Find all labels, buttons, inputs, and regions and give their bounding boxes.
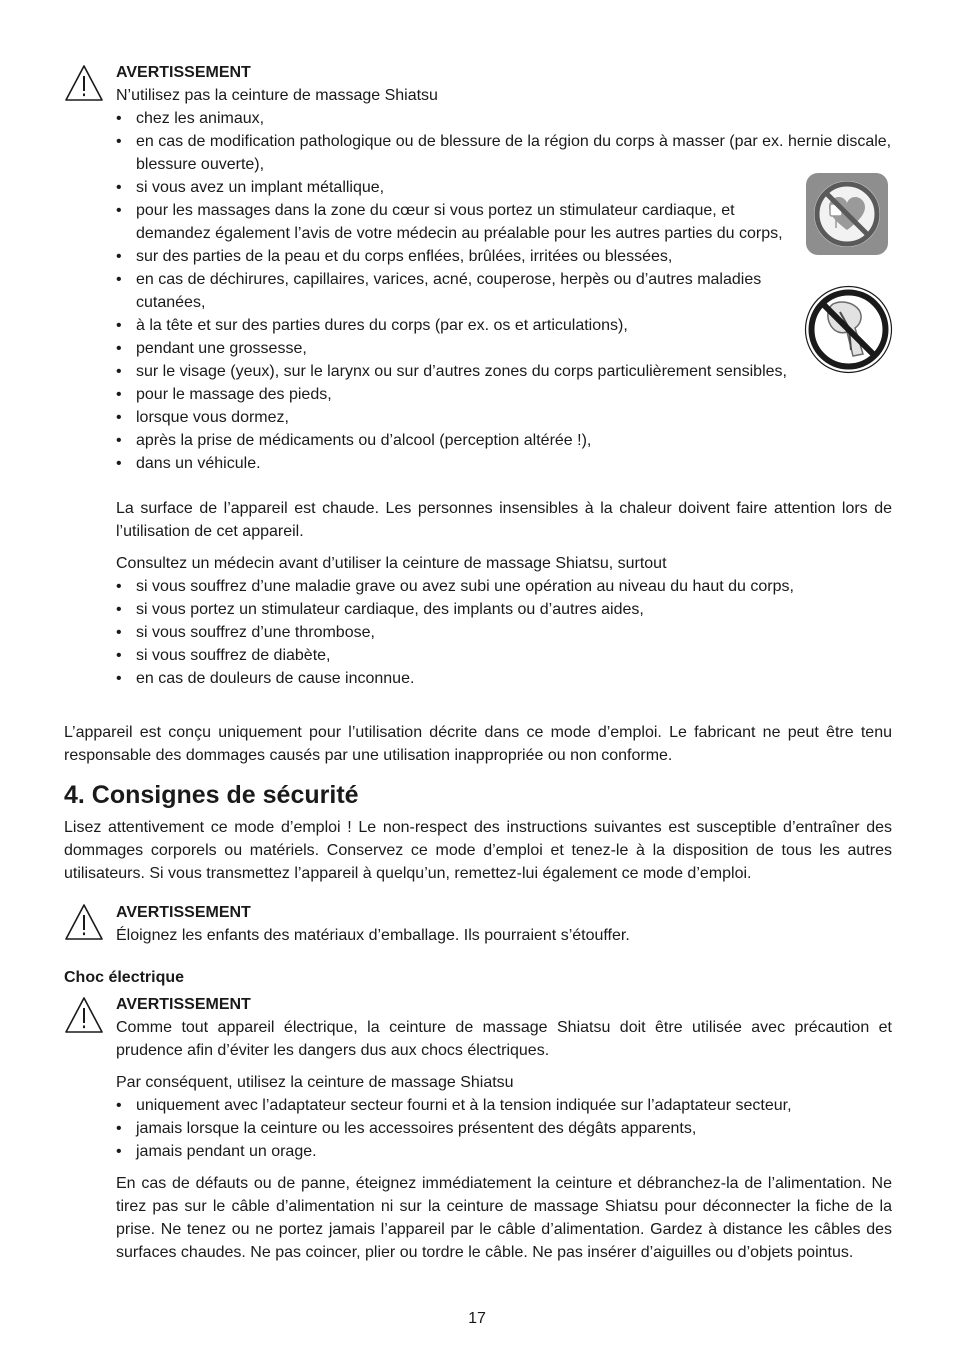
list-item: • sur le visage (yeux), sur le larynx ou sur d’autres zones du corps particulièrement sensibles, [116, 360, 892, 383]
consult-list [116, 575, 892, 690]
list-item: • après la prise de médicaments ou d’alcool (perception altérée !), [116, 429, 892, 452]
section-title: 4. Consignes de sécurité [64, 781, 359, 809]
warning-block-usage [116, 61, 892, 690]
warning-title: AVERTISSEMENT [116, 64, 251, 81]
warning-intro: N’utilisez pas la ceinture de massage Shiatsu [116, 87, 438, 104]
subheading-electric-shock: Choc électrique [64, 969, 185, 986]
list-item: • si vous avez un implant métallique, [116, 176, 892, 199]
list-item: • pour le massage des pieds, [116, 383, 892, 406]
warning-triangle-icon [64, 903, 104, 941]
list-item: • si vous souffrez de diabète, [116, 644, 892, 667]
list-item: • si vous souffrez d’une thrombose, [116, 621, 892, 644]
no-pacemaker-sign-icon [805, 172, 889, 256]
list-item: • en cas de modification pathologique ou de blessure de la région du corps à masser (par ex. hernie discale, blessure ouverte), [116, 130, 892, 176]
no-metal-implant-sign-icon [803, 284, 894, 375]
list-item: • pendant une grossesse, [116, 337, 892, 360]
warning-block-packaging [116, 901, 892, 947]
list-item: • sur des parties de la peau et du corps enflées, brûlées, irritées ou blessées, [116, 245, 892, 268]
hot-surface-note: La surface de l’appareil est chaude. Les personnes insensibles à la chaleur doivent faire attention lors de l’utilisation de cet appareil. [116, 500, 892, 540]
electric-intro: Par conséquent, utilisez la ceinture de massage Shiatsu [116, 1074, 514, 1091]
section-intro: Lisez attentivement ce mode d’emploi ! Le non-respect des instructions suivantes est susceptible d’entraîner des dommages corporels ou matériels. Conservez ce mode d’emploi et tenez-le à la disposition de tous les autres utilisateurs. Si vous transmettez l’appareil à quelqu’un, remettez-lui également ce mode d’emploi. [64, 819, 892, 882]
electric-list [116, 1094, 892, 1163]
defects-paragraph: En cas de défauts ou de panne, éteignez immédiatement la ceinture et débranchez-la de l’alimentation. Ne tirez pas sur le câble d’alimentation ni sur la ceinture de massage Shiatsu pour déconnecter la fiche de la prise. Ne tenez ou ne portez jamais l’appareil par le câble d’alimentation. Gardez à distance les câbles des surfaces chaudes. Ne pas coincer, plier ou tordre le câble. Ne pas insérer d’aiguilles ou d’objets pointus. [116, 1175, 892, 1261]
warning-text: Éloignez les enfants des matériaux d’emballage. Ils pourraient s’étouffer. [116, 927, 630, 944]
list-item: • lorsque vous dormez, [116, 406, 892, 429]
list-item: • chez les animaux, [116, 107, 892, 130]
list-item: • en cas de déchirures, capillaires, varices, acné, couperose, herpès ou d’autres maladies cutanées, [116, 268, 788, 314]
list-item: • si vous portez un stimulateur cardiaque, des implants ou d’autres aides, [116, 598, 892, 621]
warning-text: Comme tout appareil électrique, la ceinture de massage Shiatsu doit être utilisée avec précaution et prudence afin d’éviter les dangers dus aux chocs électriques. [116, 1019, 892, 1059]
list-item: • uniquement avec l’adaptateur secteur fourni et à la tension indiquée sur l’adaptateur secteur, [116, 1094, 892, 1117]
list-item: • jamais lorsque la ceinture ou les accessoires présentent des dégâts apparents, [116, 1117, 892, 1140]
warning-title: AVERTISSEMENT [116, 904, 251, 921]
list-item: • pour les massages dans la zone du cœur si vous portez un stimulateur cardiaque, et demandez également l’avis de votre médecin au préalable pour les autres parties du corps, [116, 199, 788, 245]
warning-block-electric [116, 993, 892, 1264]
consult-intro: Consultez un médecin avant d’utiliser la ceinture de massage Shiatsu, surtout [116, 555, 667, 572]
list-item: • si vous souffrez d’une maladie grave ou avez subi une opération au niveau du haut du corps, [116, 575, 892, 598]
warning-title: AVERTISSEMENT [116, 996, 251, 1013]
list-item: • jamais pendant un orage. [116, 1140, 892, 1163]
list-item: • dans un véhicule. [116, 452, 892, 475]
warning-triangle-icon [64, 64, 104, 102]
list-item: • à la tête et sur des parties dures du corps (par ex. os et articulations), [116, 314, 892, 337]
contraindication-list [116, 107, 892, 475]
intended-use-paragraph: L’appareil est conçu uniquement pour l’utilisation décrite dans ce mode d’emploi. Le fabricant ne peut être tenu responsable des dommages causés par une utilisation inappropriée ou non conforme. [64, 724, 892, 764]
warning-triangle-icon [64, 996, 104, 1034]
page-number: 17 [468, 1310, 486, 1327]
list-item: • en cas de douleurs de cause inconnue. [116, 667, 892, 690]
